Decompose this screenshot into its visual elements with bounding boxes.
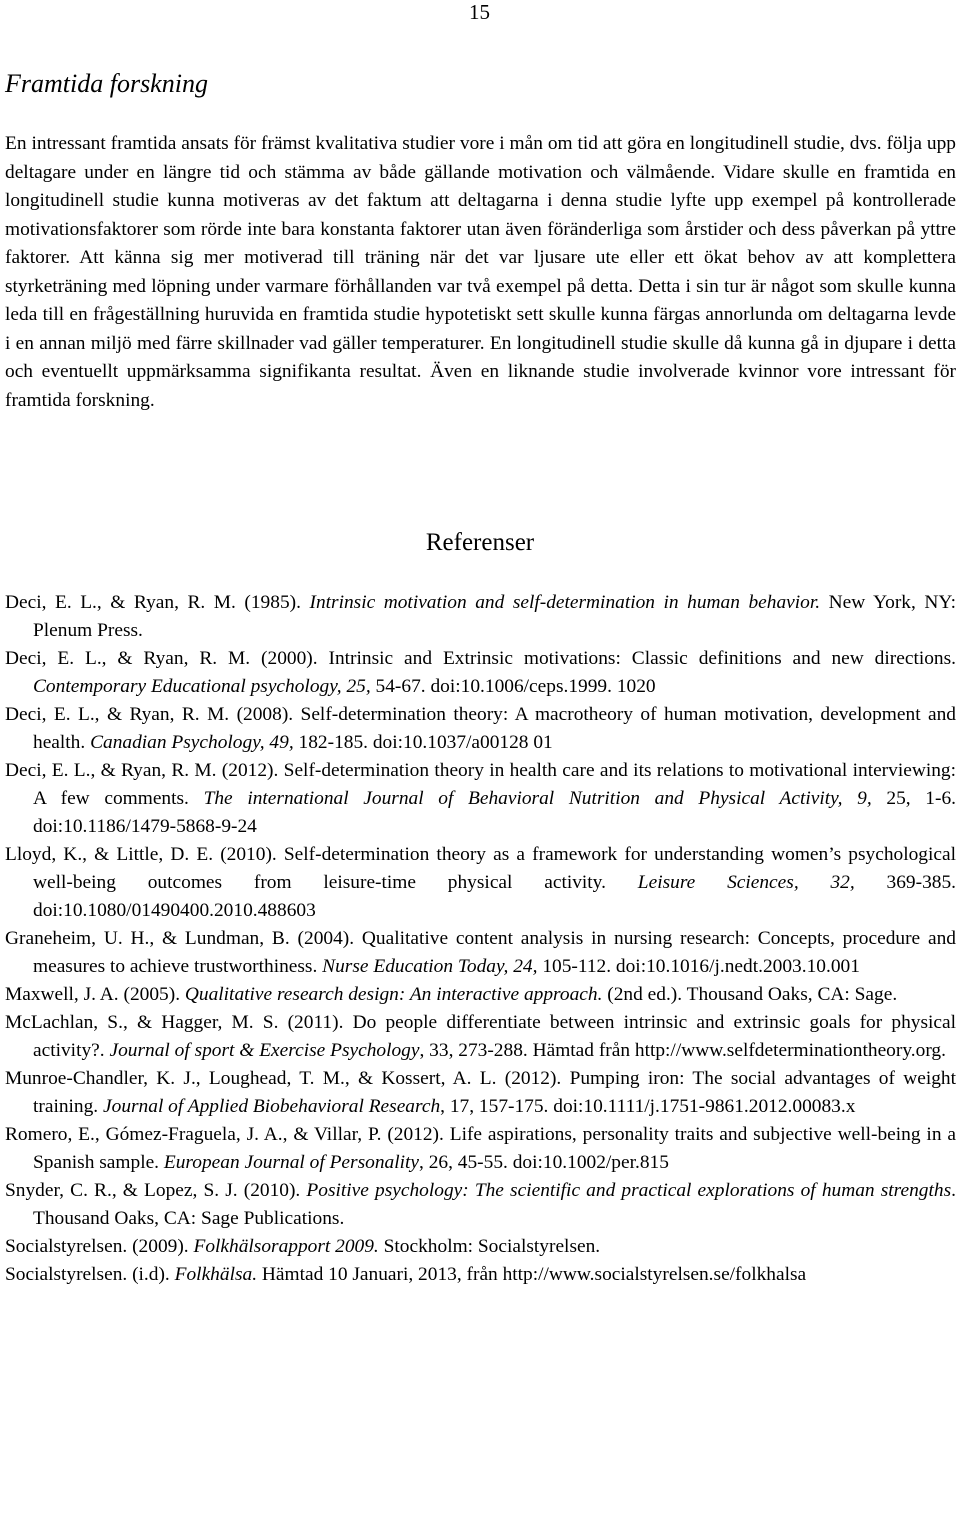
reference-entry: Romero, E., Gómez-Fraguela, J. A., & Villar, P. (2012). Life aspirations, personality traits and subjective well-being in a Spanish sample. European Journal of Personality, 26, 45-55. doi:10.1002/per.815 [5, 1124, 956, 1173]
reference-entry: Graneheim, U. H., & Lundman, B. (2004). Qualitative content analysis in nursing research: Concepts, procedure and measures to achieve trustworthiness. Nurse Education Today, 24, 105-112. doi:10.1016/j.nedt.2003.10.001 [5, 928, 956, 977]
reference-entry: Lloyd, K., & Little, D. E. (2010). Self-determination theory as a framework for understanding women’s psychological well-being outcomes from leisure-time physical activity. Leisure Sciences, 32, 369-385. doi:10.1080/01490400.2010.488603 [5, 844, 957, 921]
section-title: Framtida forskning [5, 69, 208, 98]
reference-entry: Deci, E. L., & Ryan, R. M. (1985). Intrinsic motivation and self-determination in human behavior. New York, NY: Plenum Press. [5, 592, 956, 641]
reference-entry: Deci, E. L., & Ryan, R. M. (2012). Self-determination theory in health care and its relations to motivational interviewing: A few comments. The international Journal of Behavioral Nutrition and Physical Activity, 9, 25, 1-6. doi:10.1186/1479-5868-9-24 [5, 760, 956, 837]
reference-entry: Munroe-Chandler, K. J., Loughead, T. M., & Kossert, A. L. (2012). Pumping iron: The social advantages of weight training. Journal of Applied Biobehavioral Research, 17, 157-175. doi:10.1111/j.1751-9861.2012.00083.x [5, 1068, 956, 1117]
reference-entry: Maxwell, J. A. (2005). Qualitative research design: An interactive approach. (2nd ed.). Thousand Oaks, CA: Sage. [5, 984, 898, 1005]
reference-list [5, 589, 956, 1289]
body-paragraph: En intressant framtida ansats för främst kvalitativa studier vore i mån om tid att göra en longitudinell studie, dvs. följa upp deltagare under en längre tid och stämma av både gällande motivation och välmående. Vidare skulle en framtida en longitudinell studie kunna motiveras av det faktum att deltagarna i denna studie lyfte upp exempel på kontrollerade motivationsfaktorer som rörde inte bara konstanta faktorer utan även föränderliga som årstider och dess påverkan på yttre faktorer. Att känna sig mer motiverad till träning när det var ljusare ute eller ett ökat behov av att komplettera styrketräning med löpning under varmare förhållanden var två exempel på detta. Detta i sin tur är något som skulle kunna leda till en frågeställning huruvida en framtida studie hypotetiskt sett skulle kunna färgas annorlunda om deltagarna levde i en annan miljö med färre skillnader vad gäller temperaturer. En longitudinell studie skulle då kunna gå in djupare i detta och eventuellt uppmärksamma signifikanta resultat. Även en liknande studie involverade kvinnor vore intressant för framtida forskning. [5, 133, 956, 411]
reference-entry: Deci, E. L., & Ryan, R. M. (2000). Intrinsic and Extrinsic motivations: Classic definitions and new directions. Contemporary Educational psychology, 25, 54-67. doi:10.1006/ceps.1999. 1020 [5, 648, 956, 697]
reference-entry: Socialstyrelsen. (2009). Folkhälsorapport 2009. Stockholm: Socialstyrelsen. [5, 1236, 601, 1257]
page-number: 15 [469, 0, 490, 24]
references-heading: Referenser [425, 529, 535, 556]
reference-entry: McLachlan, S., & Hagger, M. S. (2011). Do people differentiate between intrinsic and extrinsic goals for physical activity?. Journal of sport & Exercise Psychology, 33, 273-288. Hämtad från http://www.selfdeterminationtheory.org. [5, 1012, 956, 1061]
reference-entry: Deci, E. L., & Ryan, R. M. (2008). Self-determination theory: A macrotheory of human motivation, development and health. Canadian Psychology, 49, 182-185. doi:10.1037/a00128 01 [5, 704, 956, 753]
reference-entry: Snyder, C. R., & Lopez, S. J. (2010). Positive psychology: The scientific and practical explorations of human strengths. Thousand Oaks, CA: Sage Publications. [5, 1180, 956, 1229]
reference-entry: Socialstyrelsen. (i.d). Folkhälsa. Hämtad 10 Januari, 2013, från http://www.socialstyrelsen.se/folkhalsa [5, 1264, 807, 1285]
